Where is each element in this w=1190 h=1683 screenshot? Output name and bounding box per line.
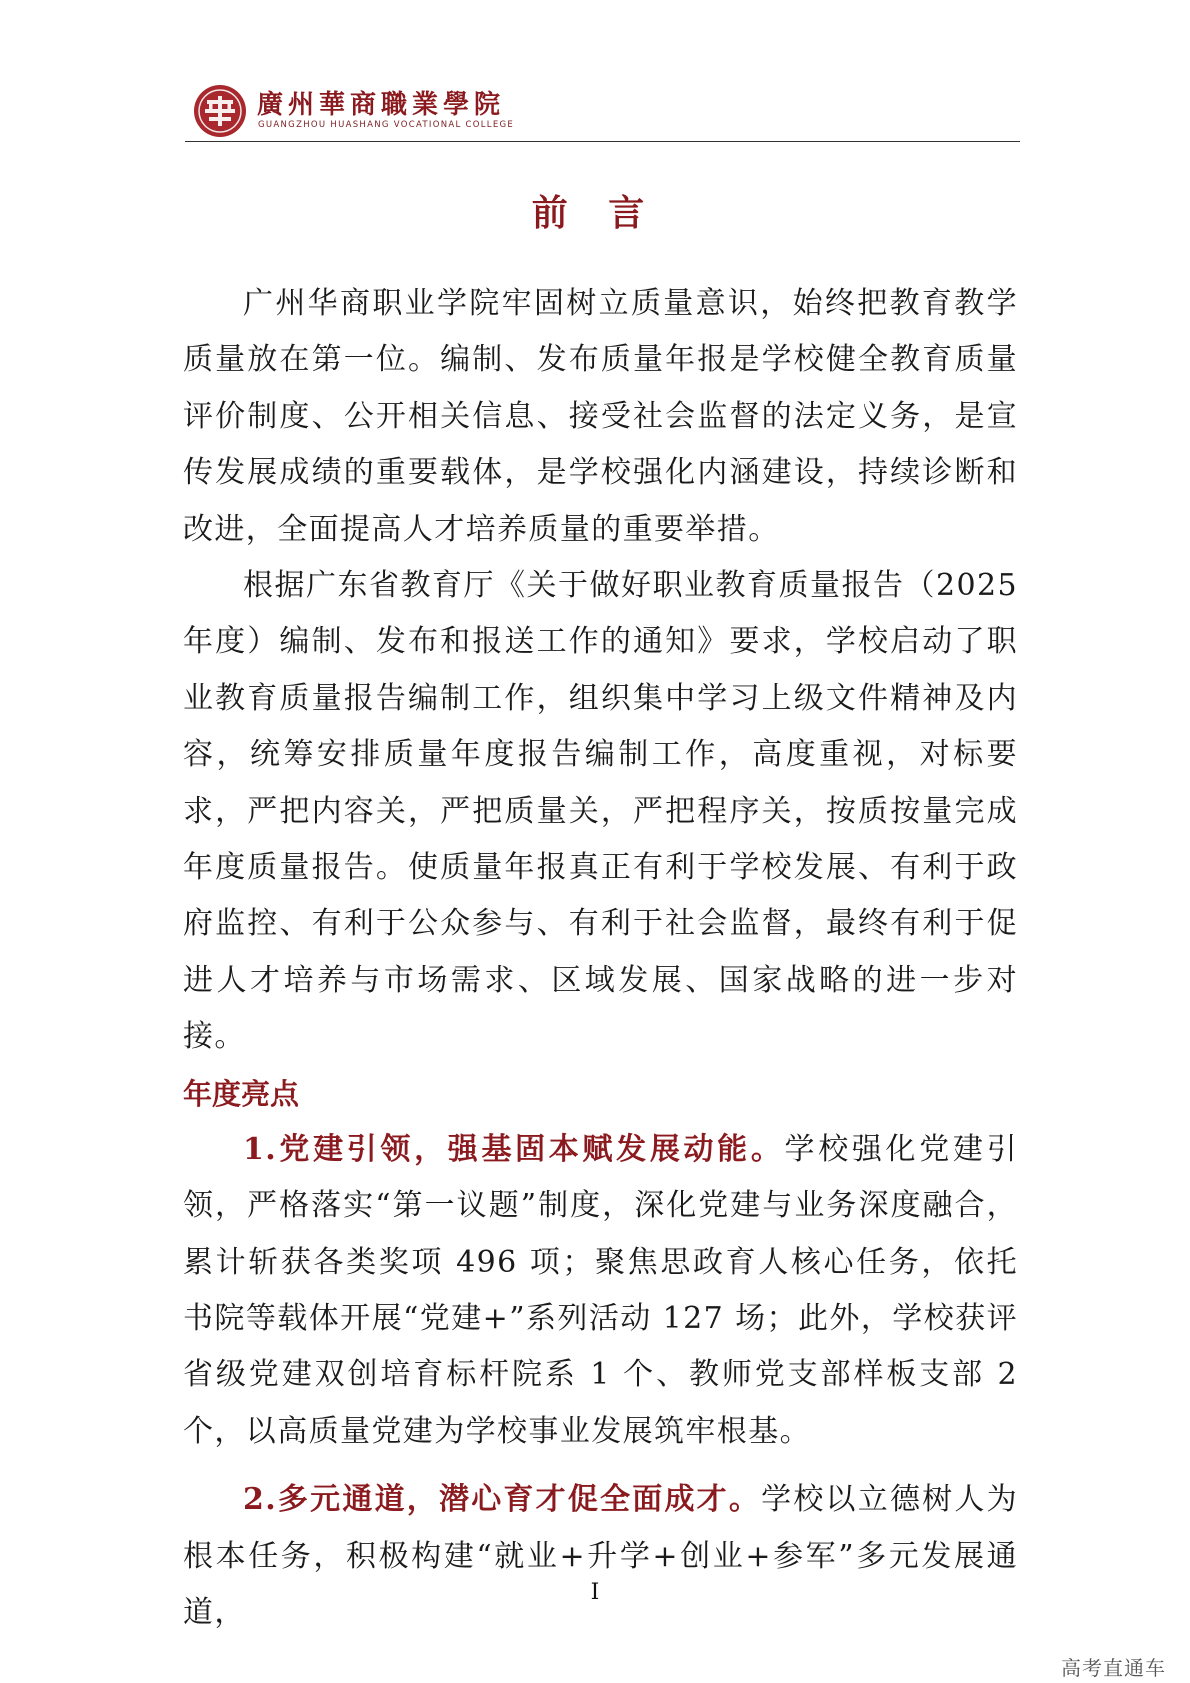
page-number: I [590, 1580, 600, 1605]
document-body [183, 276, 1018, 1641]
highlight-text: 学校以立德树人为根本任务，积极构建“就业+升学+创业+参军”多元发展通道， [183, 1482, 1018, 1630]
highlight-title: 2.多元通道，潜心育才促全面成才。 [243, 1482, 762, 1518]
school-name-english: GUANGZHOU HUASHANG VOCATIONAL COLLEGE [258, 120, 515, 130]
highlights-heading: 年度亮点 [183, 1076, 300, 1111]
highlight-item [183, 1122, 1018, 1460]
highlight-title: 1.党建引领，强基固本赋发展动能。 [243, 1131, 785, 1167]
header-divider [185, 141, 1020, 142]
college-seal-icon [193, 84, 247, 138]
page-header [185, 78, 1020, 140]
school-name-chinese: 廣州華商職業學院 [257, 90, 506, 120]
paragraph-basis: 根据广东省教育厅《关于做好职业教育质量报告（2025年度）编制、发布和报送工作的通知》要求，学校启动了职业教育质量报告编制工作，组织集中学习上级文件精神及内容，统筹安排质量年度报告编制工作，高度重视，对标要求，严把内容关，严把质量关，严把程序关，按质按量完成年度质量报告。使质量年报真正有利于学校发展、有利于政府监控、有利于公众参与、有利于社会监督，最终有利于促进人才培养与市场需求、区域发展、国家战略的进一步对接。 [183, 568, 1018, 1055]
paragraph-intro: 广州华商职业学院牢固树立质量意识，始终把教育教学质量放在第一位。编制、发布质量年报是学校健全教育质量评价制度、公开相关信息、接受社会监督的法定义务，是宣传发展成绩的重要载体，是学校强化内涵建设，持续诊断和改进，全面提高人才培养质量的重要举措。 [183, 286, 1018, 547]
watermark-text: 高考直通车 [1061, 1656, 1166, 1680]
highlight-text: 学校强化党建引领，严格落实“第一议题”制度，深化党建与业务深度融合，累计斩获各类奖项 496 项；聚焦思政育人核心任务，依托书院等载体开展“党建+”系列活动 127 场；此外，学校获评省级党建双创培育标杆院系 1 个、教师党支部样板支部 2 个，以高质量党建为学校事业发展筑牢根基。 [183, 1131, 1018, 1449]
page-title: 前 言 [531, 192, 659, 234]
highlight-item [183, 1472, 1018, 1641]
